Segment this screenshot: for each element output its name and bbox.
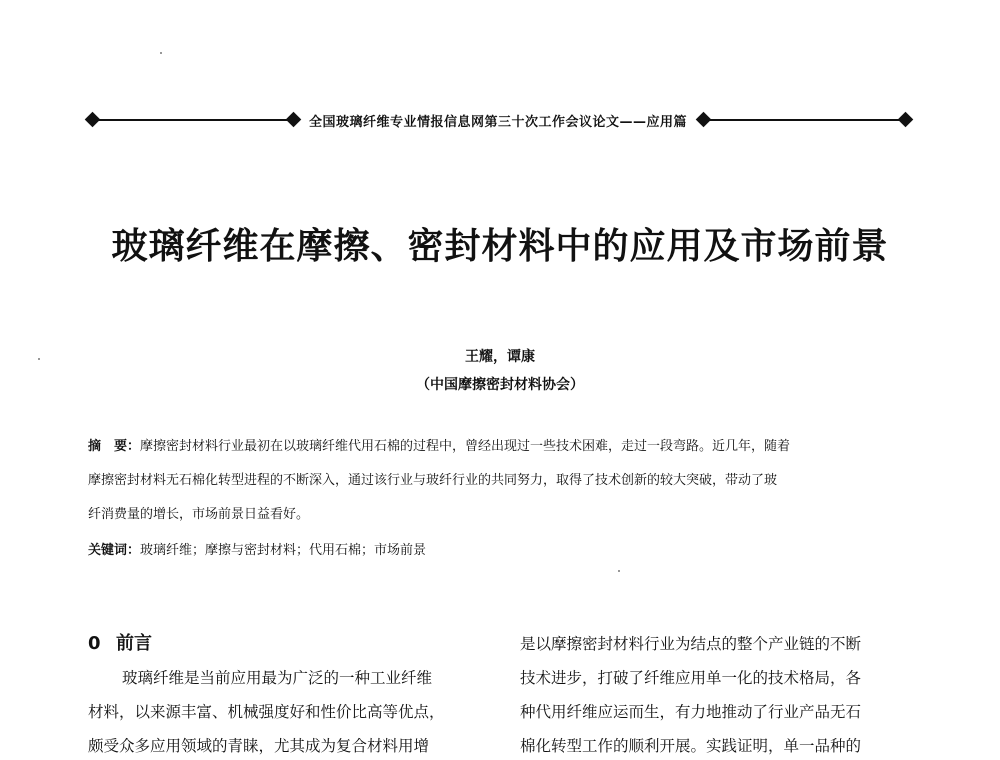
body-line: 颇受众多应用领域的青睐，尤其成为复合材料用增 — [88, 737, 430, 755]
diamond-ornament-icon — [696, 112, 712, 128]
keywords-label: 关键词： — [88, 543, 141, 558]
abstract-label: 摘 要： — [88, 439, 141, 454]
scan-speck — [618, 570, 620, 572]
body-line: 是以摩擦密封材料行业为结点的整个产业链的不断 — [520, 635, 862, 653]
scan-speck — [160, 52, 162, 54]
header-rule-left — [93, 119, 293, 121]
author-list: 王耀，谭康 — [465, 349, 535, 365]
diamond-ornament-icon — [286, 112, 302, 128]
body-line: 技术进步，打破了纤维应用单一化的技术格局，各 — [520, 669, 862, 687]
body-line: 玻璃纤维是当前应用最为广泛的一种工业纤维 — [122, 669, 433, 687]
abstract-line: 摩擦密封材料无石棉化转型进程的不断深入，通过该行业与玻纤行业的共同努力，取得了技术创新的较大突破，带动了玻 — [88, 473, 778, 488]
diamond-ornament-icon — [85, 112, 101, 128]
left-column — [88, 632, 488, 760]
diamond-ornament-icon — [898, 112, 914, 128]
section-heading — [88, 632, 488, 666]
abstract — [88, 437, 910, 539]
paper-title: 玻璃纤维在摩擦、密封材料中的应用及市场前景 — [111, 225, 889, 267]
keywords — [88, 539, 426, 558]
section-title: 前言 — [116, 633, 152, 654]
section-number: 0 — [88, 633, 101, 654]
keywords-text: 玻璃纤维；摩擦与密封材料；代用石棉；市场前景 — [140, 543, 427, 558]
author-affiliation: （中国摩擦密封材料协会） — [416, 377, 584, 393]
body-line: 种代用纤维应运而生，有力地推动了行业产品无石 — [520, 703, 862, 721]
abstract-line — [88, 437, 910, 471]
running-header-text: 全国玻璃纤维专业情报信息网第三十次工作会议论文——应用篇 — [308, 115, 687, 130]
header-rule-right — [703, 119, 905, 121]
abstract-line: 纤消费量的增长，市场前景日益看好。 — [88, 507, 310, 522]
right-column — [520, 632, 920, 760]
body-line: 棉化转型工作的顺利开展。实践证明，单一品种的 — [520, 737, 862, 755]
body-line: 材料，以来源丰富、机械强度好和性价比高等优点， — [88, 703, 445, 721]
running-header — [85, 110, 915, 130]
abstract-text: 摩擦密封材料行业最初在以玻璃纤维代用石棉的过程中，曾经出现过一些技术困难，走过一段弯路。近几年，随着 — [140, 439, 791, 454]
